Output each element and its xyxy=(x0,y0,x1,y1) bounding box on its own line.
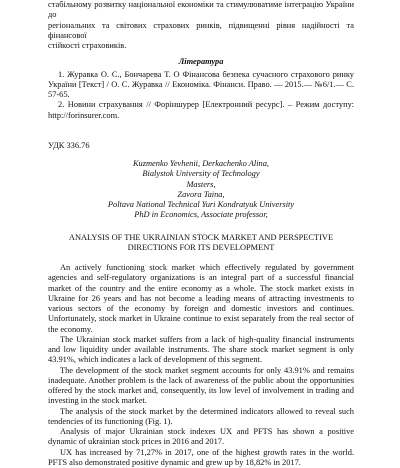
reference-item-1: 1. Журавка О. С., Бончарева Т. О Фінансова безпека сучасного страхового ринку України [Текст] / О. С. Журавка // Економіка. Фінанси. Право. — 2015.— №6/1.— С. 57-65. xyxy=(48,70,354,101)
author-names-1: Kuzmenko Yevhenii, Derkachenko Alina, xyxy=(48,159,354,169)
continuation-text-line-3: стійкості страховиків. xyxy=(48,41,354,51)
literature-title: Література xyxy=(48,57,354,67)
reference-item-2: 2. Новини страхування // Форіншурер [Електронний ресурс]. – Режим доступу: http://forinsurer.com. xyxy=(48,100,354,121)
author-affiliation-2: Poltava National Technical Yuri Kondratyuk University xyxy=(48,200,354,210)
body-paragraph-3: The development of the stock market segment accounts for only 43.91% and remains inadequate. Another problem is the lack of awareness of the public about the opportunities offered by the stock market and, consequently, its low level of involvement in trading and investing in the stock market. xyxy=(48,366,354,407)
author-block xyxy=(48,159,354,221)
body-paragraph-6: UX has increased by 71,27% in 2017, one of the highest growth rates in the world. PFTS also demonstrated positive dynamic and grew up by 18,82% in 2017. xyxy=(48,448,354,468)
continuation-text-line-1: стабільному розвитку національної економіки та стимулюватиме інтеграцію України до xyxy=(48,0,354,21)
body-paragraph-1: An actively functioning stock market which effectively regulated by government agencies and self-regulatory organizations is an integral part of a successful financial market of the country and the entire economy as a whole. The stock market exists in Ukraine for 26 years and has not become a leading means of attracting investments to various sectors of the economy by foreign and domestic investors and continues. Unfortunately, stock market in Ukraine continue to exist separately from the real sector of the economy. xyxy=(48,263,354,335)
continuation-text-line-2: регіональних та світових страхових ринків, підвищенні рівня надійності та фінансової xyxy=(48,21,354,42)
body-paragraph-4: The analysis of the stock market by the determined indicators allowed to reveal such tendencies of its functioning (Fig. 1). xyxy=(48,407,354,428)
article-title: ANALYSIS OF THE UKRAINIAN STOCK MARKET AND PERSPECTIVE DIRECTIONS FOR ITS DEVELOPMENT xyxy=(48,233,354,254)
author-role-2: PhD in Economics, Associate professor, xyxy=(48,210,354,220)
author-name-2: Zavora Taina, xyxy=(48,190,354,200)
author-role-1: Masters, xyxy=(48,180,354,190)
body-paragraph-5: Analysis of major Ukrainian stock indexes UX and PFTS has shown a positive dynamic of ukrainian stock prices in 2016 and 2017. xyxy=(48,427,354,448)
body-paragraph-2: The Ukrainian stock market suffers from a lack of high-quality financial instruments and low liquidity under available instruments. The share stock market segment is only 43.91%, which indicates a lack of development of this segment. xyxy=(48,335,354,366)
udk-code: УДК 336.76 xyxy=(48,141,354,151)
article-body xyxy=(48,263,354,468)
author-affiliation-1: Bialystok University of Technology xyxy=(48,169,354,179)
document-page xyxy=(48,0,354,468)
literature-section xyxy=(48,57,354,121)
